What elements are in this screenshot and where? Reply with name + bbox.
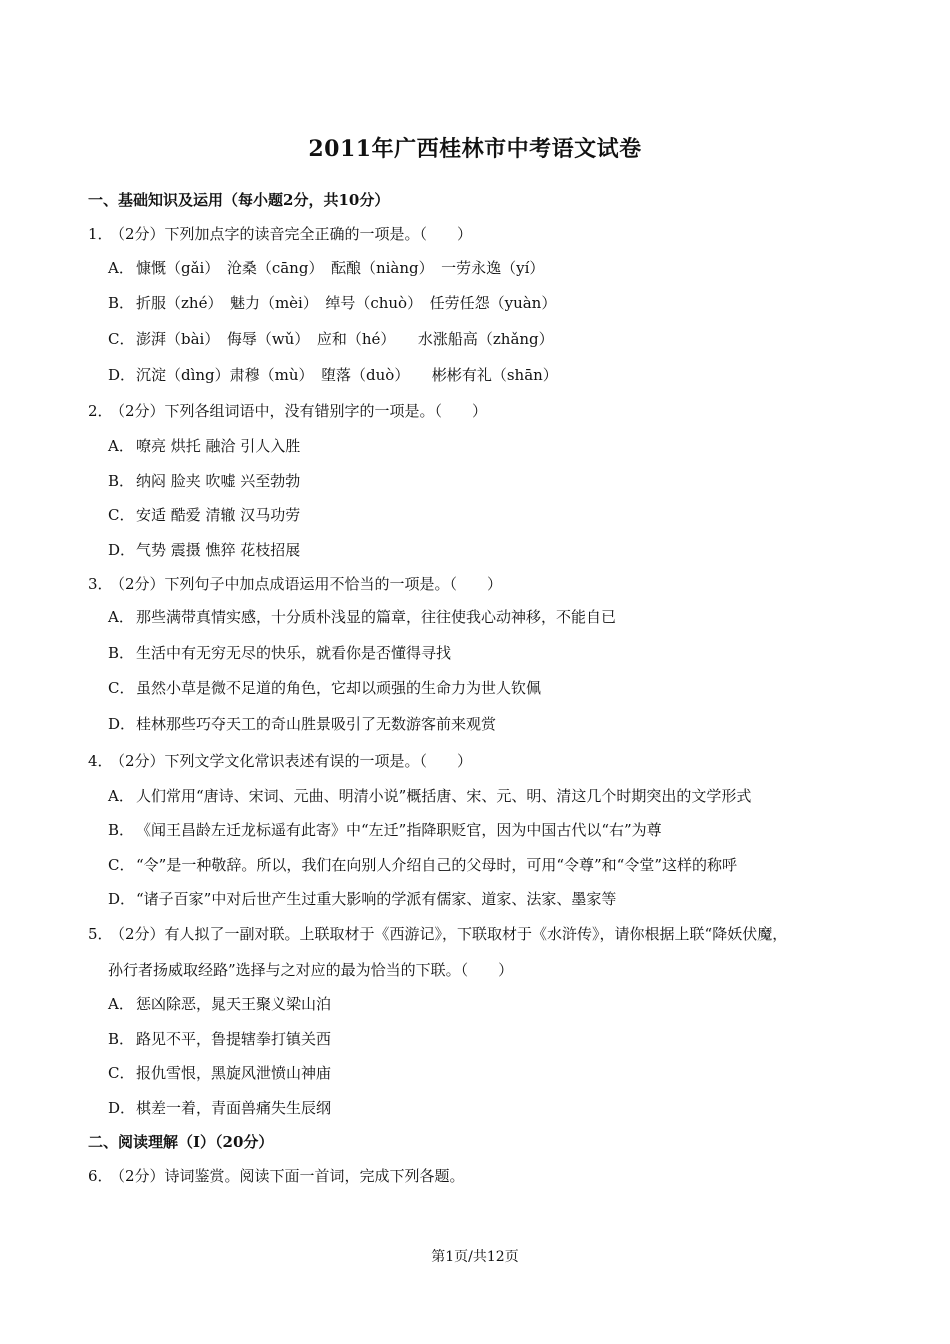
option-2a: A． 嘹亮 烘托 融洽 引人入胜 <box>108 437 301 455</box>
option-3a: A． 那些满带真情实感，十分质朴浅显的篇章，往往使我心动神移，不能自已 <box>108 608 617 626</box>
question-number: 1． <box>88 225 113 243</box>
question-number: 4． <box>88 752 113 770</box>
question-stem: （2分）诗词鉴赏。阅读下面一首词，完成下列各题。 <box>110 1167 465 1185</box>
option-2d: D．气势 震摄 憔猝 花枝招展 <box>108 541 301 559</box>
question-5-stem-continued: 孙行者扬威取经路”选择与之对应的最为恰当的下联。（ ） <box>108 961 514 979</box>
question-6 <box>88 1166 465 1186</box>
question-5 <box>88 924 787 944</box>
option-4a: A． 人们常用“唐诗、宋词、元曲、明清小说”概括唐、宋、元、明、清这几个时期突出的文学形式 <box>108 787 752 805</box>
question-number: 3． <box>88 575 113 593</box>
option-3c: C． 虽然小草是微不足道的角色，它却以顽强的生命力为世人钦佩 <box>108 679 542 697</box>
option-5b: B． 路见不平，鲁提辖拳打镇关西 <box>108 1030 332 1048</box>
question-4 <box>88 751 472 771</box>
page-footer: 第1页/共12页 <box>431 1249 519 1265</box>
question-stem: （2分）有人拟了一副对联。上联取材于《西游记》，下联取材于《水浒传》，请你根据上联“降妖伏魔， <box>110 925 788 943</box>
option-1d: D．沉淀（dìng）肃穆（mù） 堕落（duò） 彬彬有礼（shān） <box>108 366 558 384</box>
option-4c: C． “令”是一种敬辞。所以，我们在向别人介绍自己的父母时，可用“令尊”和“令堂”这样的称呼 <box>108 856 738 874</box>
option-1c: C． 澎湃（bài） 侮辱（wǔ） 应和（hé） 水涨船高（zhǎng） <box>108 330 554 348</box>
section-heading-2: 二、阅读理解（Ⅰ）（20分） <box>88 1133 274 1151</box>
question-stem: （2分）下列文学文化常识表述有误的一项是。（ ） <box>110 752 473 770</box>
option-5c: C． 报仇雪恨，黑旋风泄愤山神庙 <box>108 1064 332 1082</box>
question-3 <box>88 574 502 594</box>
option-3d: D．桂林那些巧夺天工的奇山胜景吸引了无数游客前来观赏 <box>108 715 497 733</box>
option-5d: D．棋差一着，青面兽痛失生辰纲 <box>108 1099 332 1117</box>
question-stem: （2分）下列句子中加点成语运用不恰当的一项是。（ ） <box>110 575 503 593</box>
option-3b: B． 生活中有无穷无尽的快乐，就看你是否懂得寻找 <box>108 644 452 662</box>
question-2 <box>88 401 487 421</box>
option-1a: A． 慷慨（gǎi） 沧桑（cāng） 酝酿（niàng） 一劳永逸（yí） <box>108 259 545 277</box>
question-1 <box>88 224 472 244</box>
question-number: 6． <box>88 1167 113 1185</box>
option-2b: B． 纳闷 脸夹 吹嘘 兴至勃勃 <box>108 472 301 490</box>
option-2c: C． 安适 酷爱 清辙 汉马功劳 <box>108 506 301 524</box>
page-title: 2011年广西桂林市中考语文试卷 <box>308 136 642 162</box>
option-5a: A． 惩凶除恶，晁天王聚义梁山泊 <box>108 995 332 1013</box>
option-4b: B． 《闻王昌龄左迁龙标遥有此寄》中“左迁”指降职贬官，因为中国古代以“右”为尊 <box>108 821 662 839</box>
option-4d: D．“诸子百家”中对后世产生过重大影响的学派有儒家、道家、法家、墨家等 <box>108 890 617 908</box>
question-stem: （2分）下列各组词语中，没有错别字的一项是。（ ） <box>110 402 488 420</box>
question-stem: （2分）下列加点字的读音完全正确的一项是。（ ） <box>110 225 473 243</box>
question-number: 5． <box>88 925 113 943</box>
section-heading-1: 一、基础知识及运用（每小题2分，共10分） <box>88 191 390 209</box>
question-number: 2． <box>88 402 113 420</box>
option-1b: B． 折服（zhé） 魅力（mèi） 绰号（chuò） 任劳任怨（yuàn） <box>108 294 557 312</box>
